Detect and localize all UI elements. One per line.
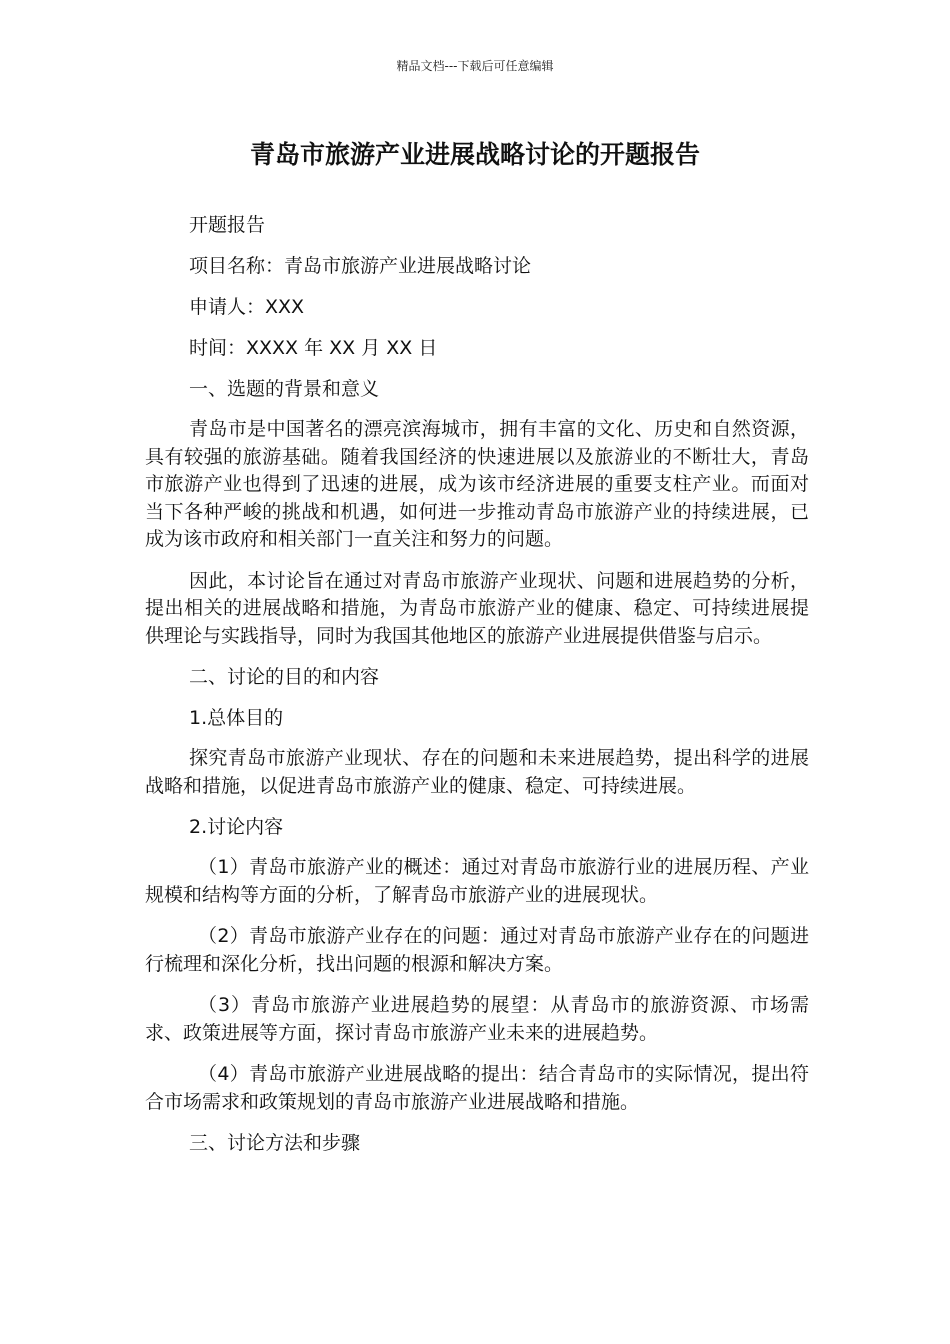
applicant-line: 申请人：XXX (189, 296, 305, 318)
section3-heading: 三、讨论方法和步骤 (189, 1132, 361, 1154)
section1-heading: 一、选题的背景和意义 (189, 378, 380, 400)
content-item-4: （4）青岛市旅游产业进展战略的提出：结合青岛市的实际情况，提出符合市场需求和政策规划的青岛市旅游产业进展战略和措施。 (145, 1063, 809, 1113)
content-item-3: （3）青岛市旅游产业进展趋势的展望：从青岛市的旅游资源、市场需求、政策进展等方面，探讨青岛市旅游产业未来的进展趋势。 (145, 994, 809, 1044)
page-header-banner: 精品文档---下载后可任意编辑 (396, 59, 554, 73)
date-line: 时间：XXXX 年 XX 月 XX 日 (189, 337, 438, 359)
project-name-line: 项目名称：青岛市旅游产业进展战略讨论 (189, 255, 532, 277)
document-body (145, 212, 809, 1171)
section2-heading: 二、讨论的目的和内容 (189, 666, 380, 688)
goal-paragraph: 探究青岛市旅游产业现状、存在的问题和未来进展趋势，提出科学的进展战略和措施，以促进青岛市旅游产业的健康、稳定、可持续进展。 (145, 747, 809, 797)
section1-paragraph-2: 因此，本讨论旨在通过对青岛市旅游产业现状、问题和进展趋势的分析，提出相关的进展战略和措施，为青岛市旅游产业的健康、稳定、可持续进展提供理论与实践指导，同时为我国其他地区的旅游产业进展提供借鉴与启示。 (145, 569, 809, 647)
section1-paragraph-1: 青岛市是中国著名的漂亮滨海城市，拥有丰富的文化、历史和自然资源，具有较强的旅游基础。随着我国经济的快速进展以及旅游业的不断壮大，青岛市旅游产业也得到了迅速的进展，成为该市经济进展的重要支柱产业。而面对当下各种严峻的挑战和机遇，如何进一步推动青岛市旅游产业的持续进展，已成为该市政府和相关部门一直关注和努力的问题。 (145, 418, 809, 550)
content-item-1: （1）青岛市旅游产业的概述：通过对青岛市旅游行业的进展历程、产业规模和结构等方面的分析，了解青岛市旅游产业的进展现状。 (145, 856, 809, 906)
goal-heading: 1.总体目的 (189, 707, 284, 729)
content-heading: 2.讨论内容 (189, 816, 284, 838)
document-title: 青岛市旅游产业进展战略讨论的开题报告 (249, 140, 700, 169)
report-heading: 开题报告 (189, 214, 266, 236)
content-item-2: （2）青岛市旅游产业存在的问题：通过对青岛市旅游产业存在的问题进行梳理和深化分析，找出问题的根源和解决方案。 (145, 925, 809, 975)
